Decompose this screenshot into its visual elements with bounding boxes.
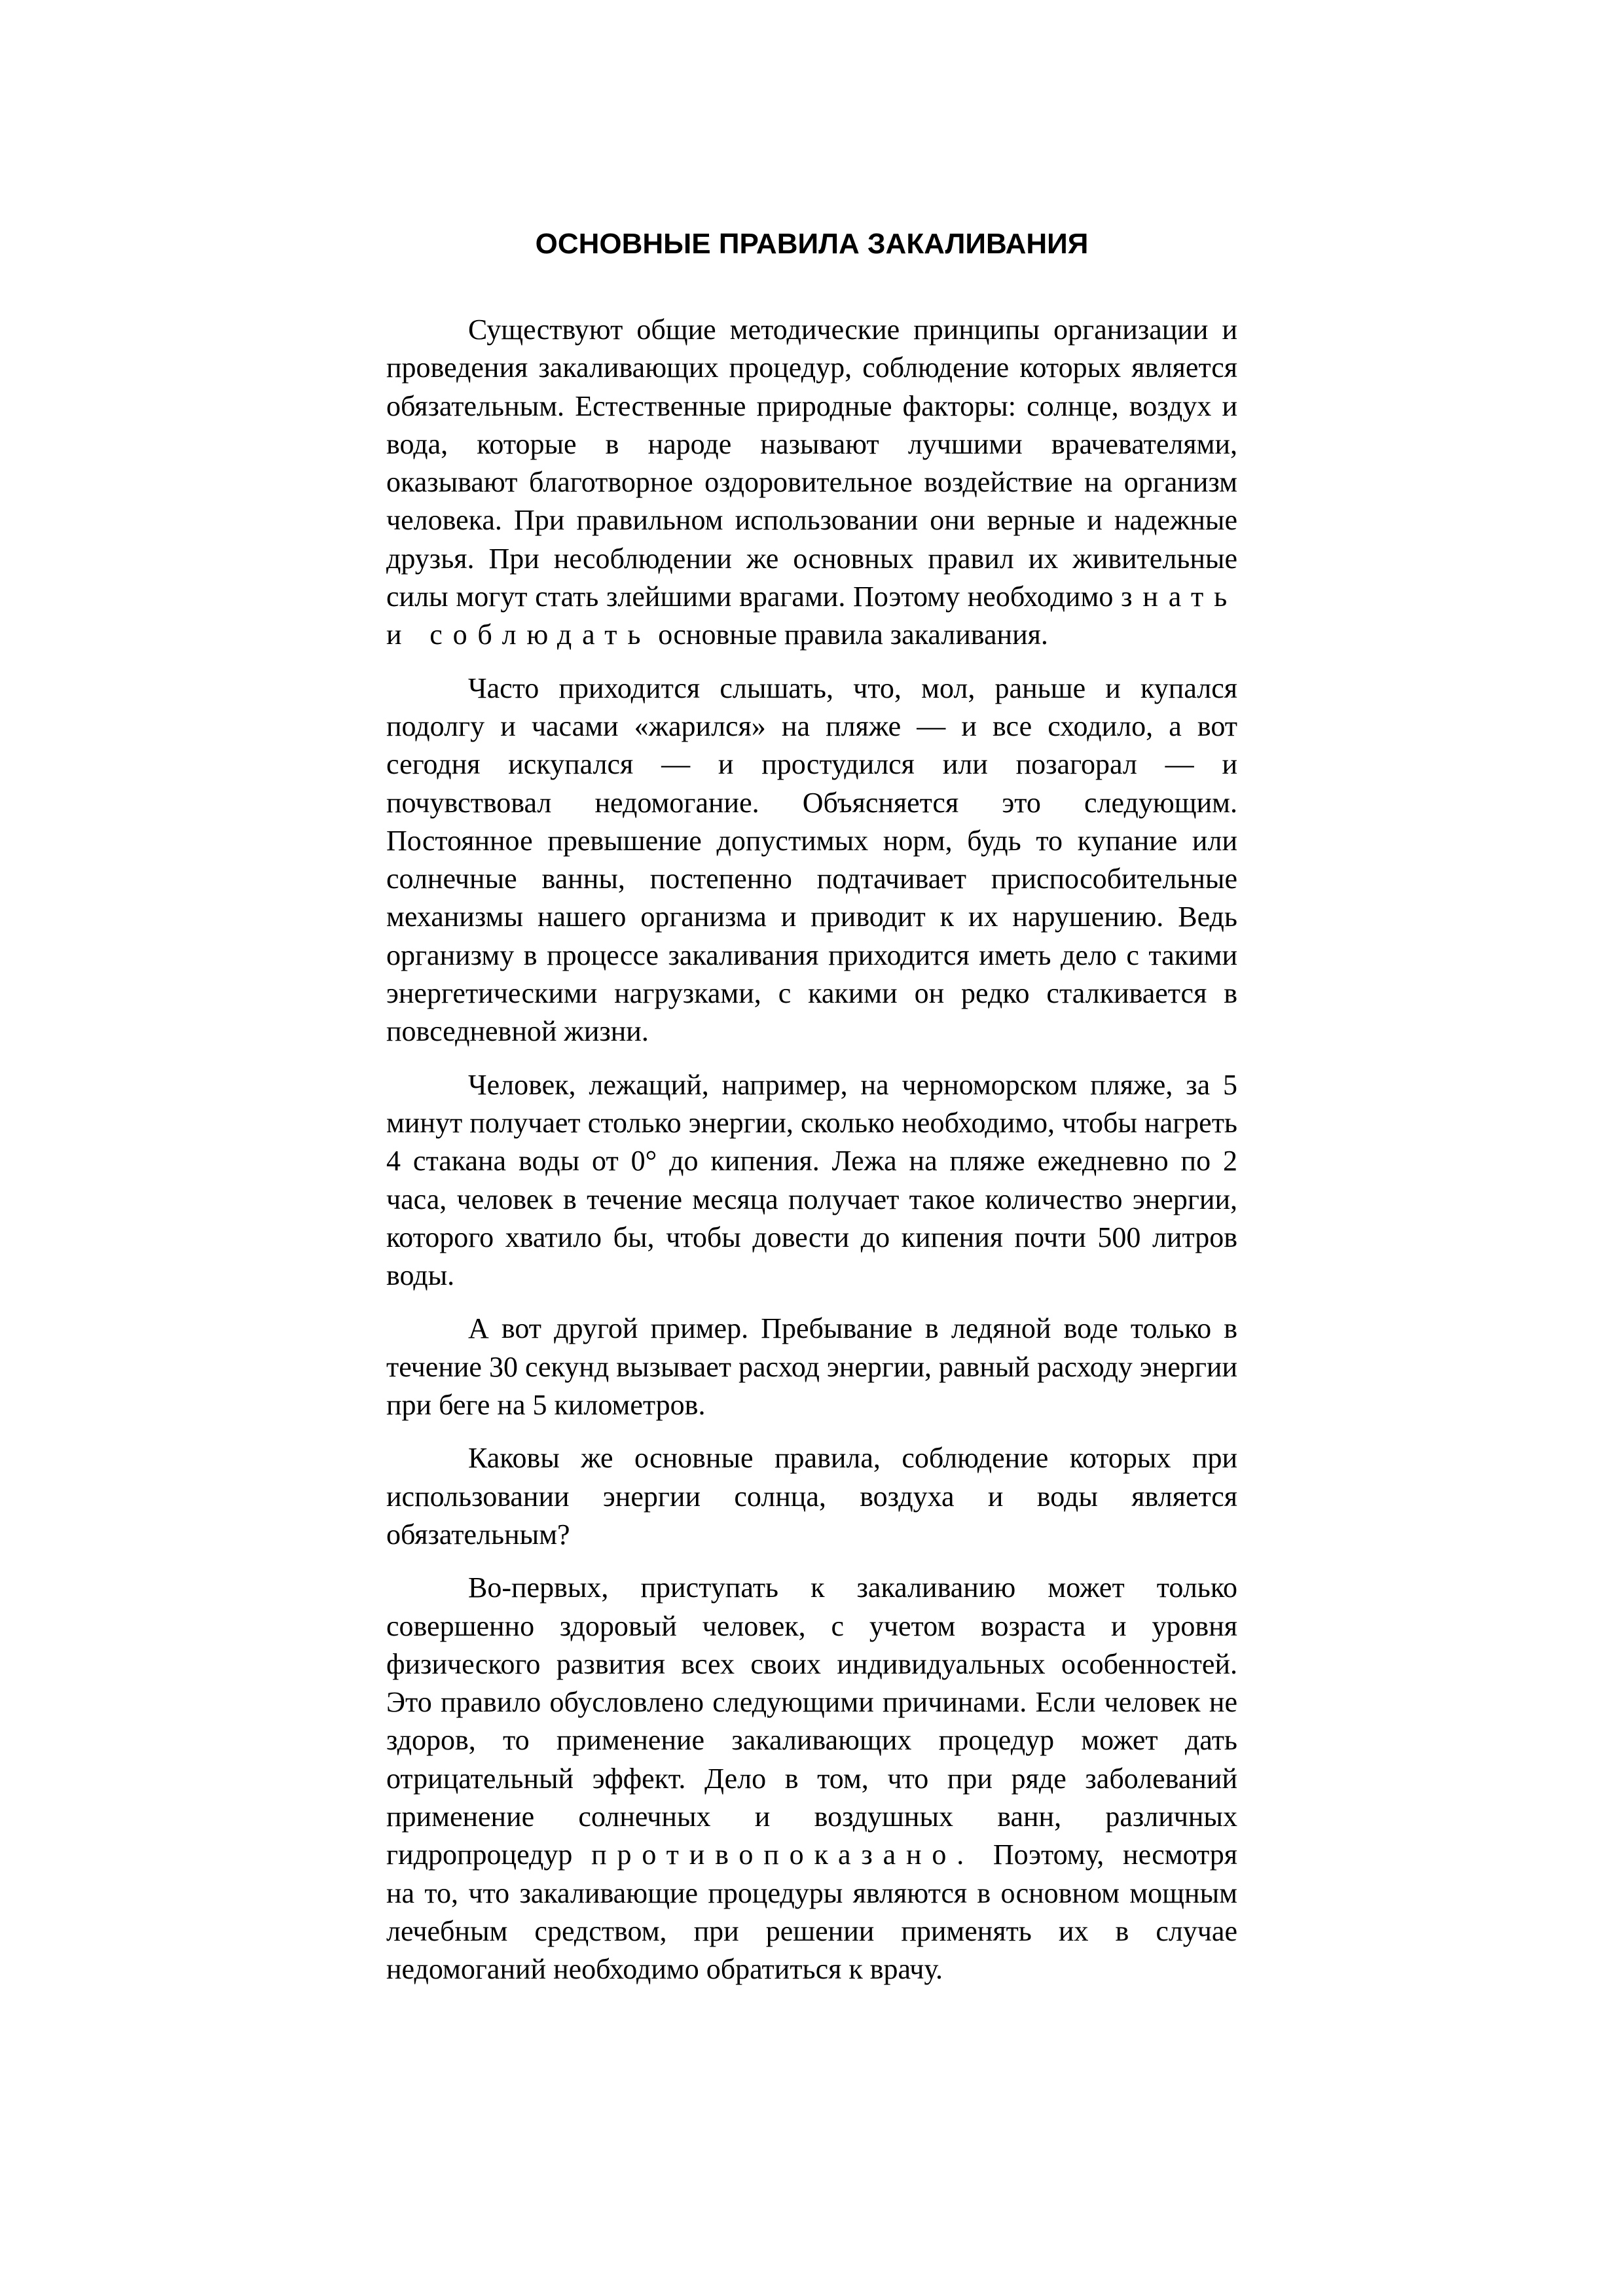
paragraph-4: А вот другой пример. Пребывание в ледяной воде только в течение 30 секунд вызывает расход энергии, равный расходу энергии при беге на 5 километров.: [386, 1312, 1237, 1422]
paragraph-1-text: Существуют общие методические принципы организации и проведения закаливающих процедур, соблюдение которых является обязательным. Естественные природные факторы: солнце, воздух и вода, которые в народе называют лучшими врачевателями, оказывают благотворное оздоровительное воздействие на организм человека. При правильном использовании они верные и надежные друзья. При несоблюдении же основных правил их живительные силы могут стать злейшими врагами. Поэтому необходимо: [386, 314, 1237, 613]
article-body: [386, 311, 1237, 2003]
emphasis-know-and-follow: знать и соблюдать: [386, 581, 1237, 651]
paragraph-6-text: Во-первых, приступать к закаливанию может только совершенно здоровый человек, с учетом возраста и уровня физического развития всех своих индивидуальных особенностей. Это правило обусловлено следующими причинами. Если человек не здоров, то применение закаливающих процедур может дать отрицательный эффект. Дело в том, что при ряде заболеваний применение солнечных и воздушных ванн, различных гидропроцедур: [386, 1571, 1237, 1871]
paragraph-6: [386, 1569, 1237, 1988]
paragraph-1-tail: основные правила закаливания.: [651, 619, 1048, 651]
paragraph-2: Часто приходится слышать, что, мол, раньше и купался подолгу и часами «жарился» на пляже — и все сходило, а вот сегодня искупался — и простудился или позагорал — и почувствовал недомогание. Объясняется это следующим. Постоянное превышение допустимых норм, будь то купание или солнечные ванны, постепенно подтачивает приспособительные механизмы нашего организма и приводит к их нарушению. Ведь организму в процессе закаливания приходится иметь дело с такими энергетическими нагрузками, с какими он редко сталкивается в повседневной жизни.: [386, 672, 1237, 1048]
paragraph-6-tail: Поэтому, несмотря на то, что закаливающие процедуры являются в основном мощным лечебным средством, при решении применять их в случае недомоганий необходимо обратиться к врачу.: [386, 1839, 1237, 1986]
paragraph-3: Человек, лежащий, например, на черноморском пляже, за 5 минут получает столько энергии, сколько необходимо, чтобы нагреть 4 стакана воды от 0° до кипения. Лежа на пляже ежедневно по 2 часа, человек в течение месяца получает такое количество энергии, которого хватило бы, чтобы довести до кипения почти 500 литров воды.: [386, 1068, 1237, 1292]
paragraph-5: Каковы же основные правила, соблюдение которых при использовании энергии солнца, воздуха и воды является обязательным?: [386, 1442, 1237, 1551]
page-title: ОСНОВНЫЕ ПРАВИЛА ЗАКАЛИВАНИЯ: [535, 228, 1089, 260]
paragraph-1: [386, 311, 1237, 655]
emphasis-contraindicated: противопоказано.: [591, 1839, 975, 1871]
